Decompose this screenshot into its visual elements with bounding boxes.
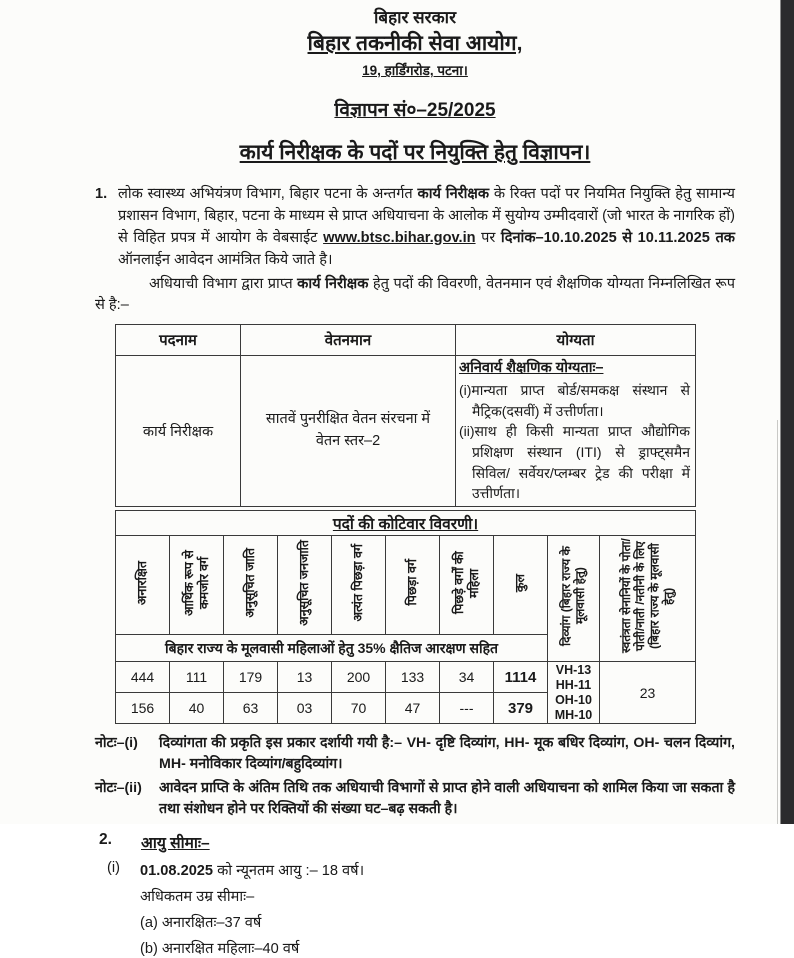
max-age-unreserved-female: (b) अनारक्षित महिलाः–40 वर्ष bbox=[140, 941, 300, 958]
scan-edge-strip bbox=[780, 0, 794, 824]
note-2-text: आवेदन प्राप्ति के अंतिम तिथि तक अधियाची विभागों से प्राप्त होने वाली अधियाचना को शामिल किया जा सकता है तथा संशोधन होने पर रिक्तियों की संख्या घट–बढ़ सकती है। bbox=[159, 779, 735, 817]
col-header-sc: अनुसूचित जाति bbox=[224, 536, 278, 635]
col-header-qualification: योग्यता bbox=[456, 325, 696, 356]
col-header-bc: पिछड़ा वर्ग bbox=[386, 536, 440, 635]
intro-paragraph bbox=[95, 184, 735, 272]
divyang-vh: VH-13 bbox=[555, 662, 592, 677]
divyang-mh: MH-10 bbox=[554, 707, 593, 722]
document-content bbox=[95, 5, 735, 958]
pay-scale-cell: सातवें पुनरीक्षित वेतन संरचना में वेतन स्तर–2 bbox=[241, 356, 456, 507]
vacancy-cell: 70 bbox=[332, 693, 386, 724]
vacancy-cell: 34 bbox=[440, 662, 494, 693]
vacancy-row-1 bbox=[116, 662, 696, 693]
minimum-age-item bbox=[95, 860, 735, 880]
col-header-freedom-fighter: स्वतंत्रता सेनानियों के पोता/पोती/नाती /नतीनी के लिए (बिहार राज्य के मूलवासी हेतु) bbox=[600, 536, 696, 662]
organization-name: बिहार तकनीकी सेवा आयोग, bbox=[307, 32, 523, 55]
vacancy-cell: 03 bbox=[278, 693, 332, 724]
qualification-item-1: (i)मान्यता प्राप्त बोर्ड/समकक्ष संस्थान से मैट्रिक(दसवीं) में उत्तीर्णता। bbox=[459, 381, 690, 419]
qualification-item-2: (ii)साथ ही किसी मान्यता प्राप्त औद्योगिक प्रशिक्षण संस्थान (ITI) से ड्राफ्ट्समैन सिविल/ सर्वेयर/प्लम्बर ट्रेड की परीक्षा में उत्तीर्णता। bbox=[459, 423, 690, 502]
divyang-values-cell bbox=[548, 662, 600, 724]
col-header-pay-scale: वेतनमान bbox=[241, 325, 456, 356]
vacancy-table-title: पदों की कोटिवार विवरणी। bbox=[116, 511, 696, 536]
notes-section bbox=[95, 733, 735, 820]
notification-title: कार्य निरीक्षक के पदों पर नियुक्ति हेतु विज्ञापन। bbox=[239, 141, 591, 164]
vacancy-cell: 444 bbox=[116, 662, 170, 693]
organization-address: 19, हार्डिंगरोड, पटना। bbox=[362, 63, 468, 78]
qualification-cell bbox=[456, 356, 696, 507]
post-details-table bbox=[115, 324, 696, 507]
qualification-heading: अनिवार्य शैक्षणिक योग्यताः– bbox=[459, 360, 604, 377]
note-1-label: नोटः–(i) bbox=[95, 735, 138, 752]
col-header-unreserved: अनारक्षित bbox=[116, 536, 170, 635]
vacancy-cell: 133 bbox=[386, 662, 440, 693]
government-name: बिहार सरकार bbox=[373, 8, 457, 27]
age-limit-heading: आयु सीमाः– bbox=[141, 835, 210, 853]
intro-paragraph-text: लोक स्वास्थ्य अभियंत्रण विभाग, बिहार पटना के अन्तर्गत कार्य निरीक्षक के रिक्त पदों पर नियमित नियुक्ति हेतु सामान्य प्रशासन विभाग, बिहार, पटना के माध्यम से प्राप्त अधियाचना के आलोक में सुयोग्य उम्मीदवारों (जो भारत के नागरिक हों) से विहित प्रपत्र में आयोग के वेबसाईट www.btsc.bihar.gov.in पर दिनांक–10.10.2025 से 10.11.2025 तक ऑनलाईन आवेदन आमंत्रित किये जाते है। bbox=[118, 186, 735, 268]
col-header-bc-women: पिछड़े वर्गों की महिला bbox=[440, 536, 494, 635]
vacancy-total-cell: 1114 bbox=[494, 662, 548, 693]
post-name-cell: कार्य निरीक्षक bbox=[116, 356, 241, 507]
age-limit-heading-row bbox=[95, 831, 735, 853]
col-header-st: अनुसूचित जनजाति bbox=[278, 536, 332, 635]
vacancy-cell: 40 bbox=[170, 693, 224, 724]
note-2-label: नोटः–(ii) bbox=[95, 779, 142, 796]
vacancy-cell: --- bbox=[440, 693, 494, 724]
vacancy-table-title-row bbox=[116, 511, 696, 536]
col-header-divyang: दिव्यांग (बिहार राज्य के मूलवासी हेतु) bbox=[548, 536, 600, 662]
col-header-ews: आर्थिक रूप से कमजोर वर्ग bbox=[170, 536, 224, 635]
age-limit-section bbox=[95, 831, 735, 958]
note-1 bbox=[95, 733, 735, 776]
section-number: 2. bbox=[99, 831, 112, 849]
note-1-text: दिव्यांगता की प्रकृति इस प्रकार दर्शायी गयी है:– VH- दृष्टि दिव्यांग, HH- मूक बधिर दिव्यांग, OH- चलन दिव्यांग, MH- मनोविकार दिव्यांग/बहुदिव्यांग। bbox=[159, 735, 735, 773]
scan-artifact-line bbox=[777, 420, 778, 824]
vacancy-cell: 179 bbox=[224, 662, 278, 693]
note-2 bbox=[95, 778, 735, 821]
vacancy-table-header-row bbox=[116, 536, 696, 635]
post-table-data-row bbox=[116, 356, 696, 507]
maximum-age-heading: अधिकतम उम्र सीमाः– bbox=[140, 889, 255, 906]
horizontal-reservation-note: बिहार राज्य के मूलवासी महिलाओं हेतु 35% क्षैतिज आरक्षण सहित bbox=[116, 635, 548, 662]
vacancy-cell: 13 bbox=[278, 662, 332, 693]
advertisement-number: विज्ञापन सं०–25/2025 bbox=[334, 100, 496, 121]
max-age-unreserved: (a) अनारक्षितः–37 वर्ष bbox=[140, 915, 262, 932]
vacancy-cell: 111 bbox=[170, 662, 224, 693]
vacancy-cell: 47 bbox=[386, 693, 440, 724]
vacancy-cell: 156 bbox=[116, 693, 170, 724]
divyang-hh: HH-11 bbox=[555, 677, 592, 692]
vacancy-cell: 63 bbox=[224, 693, 278, 724]
vacancy-category-table bbox=[115, 510, 696, 724]
vacancy-total-cell: 379 bbox=[494, 693, 548, 724]
item-i-label: (i) bbox=[107, 860, 120, 877]
paragraph-number: 1. bbox=[95, 186, 108, 202]
minimum-age-text: 01.08.2025 को न्यूनतम आयु :– 18 वर्ष। bbox=[140, 863, 365, 880]
post-table-header-row bbox=[116, 325, 696, 356]
document-header bbox=[95, 5, 735, 166]
freedom-fighter-value-cell: 23 bbox=[600, 662, 696, 724]
col-header-ebc: अत्यंत पिछड़ा वर्ग bbox=[332, 536, 386, 635]
vacancy-cell: 200 bbox=[332, 662, 386, 693]
divyang-oh: OH-10 bbox=[555, 692, 592, 707]
col-header-total: कुल bbox=[494, 536, 548, 635]
details-paragraph: अधियाची विभाग द्वारा प्राप्त कार्य निरीक्षक हेतु पदों की विवरणी, वेतनमान एवं शैक्षणिक योग्यता निम्नलिखित रूप से है:– bbox=[95, 275, 735, 314]
col-header-post-name: पदनाम bbox=[116, 325, 241, 356]
